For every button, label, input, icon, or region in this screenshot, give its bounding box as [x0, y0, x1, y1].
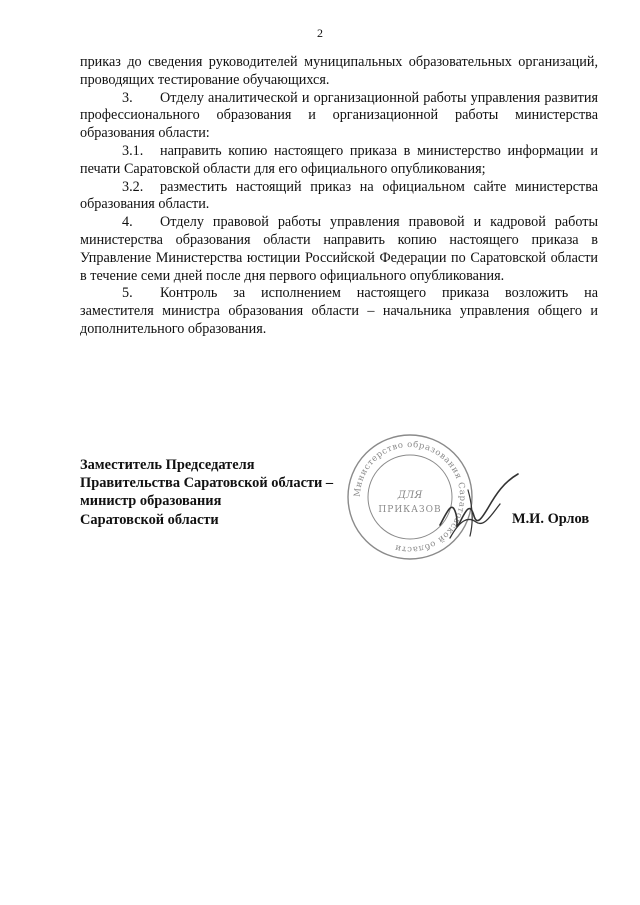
- paragraph-item-5: [80, 285, 598, 338]
- paragraph-number: 4.: [122, 214, 133, 231]
- signer-title-line: Саратовской области: [80, 511, 219, 528]
- paragraph-item-3-2: [80, 179, 598, 215]
- seal-ring-text: Министерство образования Саратовской области: [352, 439, 468, 555]
- paragraph-number: 3.: [122, 89, 133, 106]
- paragraph-text: Контроль за исполнением настоящего приказа возложить на заместителя министра образования области – начальника управления общего и дополнительного образования.: [80, 285, 598, 337]
- signer-title: [80, 456, 333, 529]
- document-body: [80, 54, 598, 339]
- signer-title-line: Заместитель Председателя: [80, 457, 255, 473]
- paragraph-number: 3.2.: [122, 178, 144, 195]
- seal-center-line: ПРИКАЗОВ: [378, 505, 442, 515]
- page-number: 2: [317, 26, 323, 40]
- paragraph-text: разместить настоящий приказ на официальном сайте министерства образования области.: [80, 178, 598, 213]
- paragraph-item-3-1: [80, 143, 598, 179]
- paragraph-item-3: [80, 90, 598, 143]
- seal-center-line: ДЛЯ: [397, 490, 423, 501]
- handwritten-signature: [430, 470, 530, 550]
- paragraph-text: Отделу аналитической и организационной работы управления развития профессионального образования и организационной работы министерства образования области:: [80, 89, 598, 142]
- signer-name: М.И. Орлов: [512, 511, 590, 527]
- paragraph-item-4: [80, 214, 598, 285]
- paragraph-text: приказ до сведения руководителей муниципальных образовательных организаций, проводящих тестирование обучающихся.: [80, 54, 598, 88]
- signer-title-line: Правительства Саратовской области –: [80, 475, 334, 492]
- paragraph-number: 3.1.: [122, 142, 144, 159]
- paragraph-number: 5.: [122, 285, 133, 302]
- paragraph-text: направить копию настоящего приказа в министерство информации и печати Саратовской области для его официального опубликования;: [80, 142, 598, 177]
- signer-title-line: министр образования: [80, 493, 222, 510]
- paragraph-continuation: [80, 54, 598, 90]
- paragraph-text: Отделу правовой работы управления правовой и кадровой работы министерства образования области направить копию настоящего приказа в Управление Министерства юстиции Российской Федерации по Саратовской области в течение семи дней после дня первого официального опубликования.: [80, 214, 598, 284]
